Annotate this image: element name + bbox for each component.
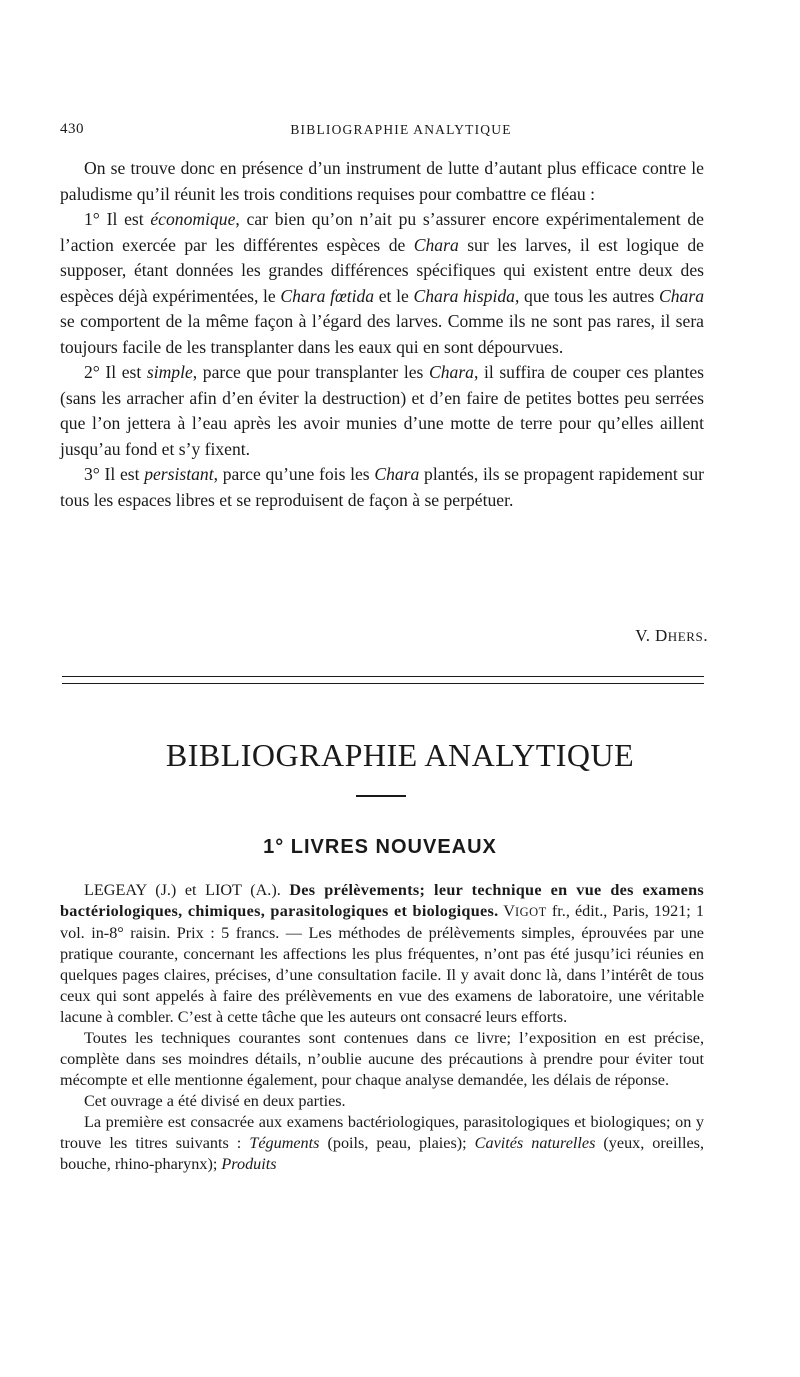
point-3-paragraph: 3° Il est persistant, parce qu’une fois les Chara plantés, ils se propagent rapidement sur tous les espaces libres et se reproduisent de façon à se perpétuer. (60, 464, 704, 510)
intro-paragraph: On se trouve donc en présence d’un instrument de lutte d’autant plus efficace contre le paludisme qu’il réunit les trois conditions requises pour combattre ce fléau : (60, 158, 704, 204)
review-paragraph-4: La première est consacrée aux examens bactériologiques, parasitologiques et biologiques; on y trouve les titres suivants : Téguments (poils, peau, plaies); Cavités naturelles (yeux, oreilles, bouche, rhino-pharynx); Produits (60, 1113, 705, 1173)
review-paragraph-1: LEGEAY (J.) et LIOT (A.). Des prélèvements; leur technique en vue des examens bactériologiques, chimiques, parasitologiques et biologiques. VIGOT fr., édit., Paris, 1921; 1 vol. in-8° raisin. Prix : 5 francs. — Les méthodes de prélèvements simples, éprouvées par une pratique courante, concernant les affections les plus fréquentes, n’ont pas été jusqu’ici réunies en quelques pages claires, précises, d’une consultation facile. Il y avait donc là, dans l’intérêt de tous ceux qui sont appelés à faire des prélèvements en vue des examens de laboratoire, une véritable lacune à combler. C’est à cette tâche que les auteurs ont consacré leurs efforts. (60, 881, 705, 1026)
point-1-paragraph: 1° Il est économique, car bien qu’on n’ait pu s’assurer encore expérimentalement de l’action exercée par les différentes espèces de Chara sur les larves, il est logique de supposer, étant données les grandes différences spécifiques qui existent entre deux des espèces déjà expérimentées, le Chara fœtida et le Chara hispida, que tous les autres Chara se comportent de la même façon à l’égard des larves. Comme ils ne sont pas rares, il sera toujours facile de les transplanter dans les eaux qui en sont dépourvues. (60, 209, 704, 357)
review-paragraph-2: Toutes les techniques courantes sont contenues dans ce livre; l’exposition en est précise, complète dans ses moindres détails, n’oublie aucune des précautions à prendre pour éviter tout mécompte et elle mentionne également, pour chaque analyse demandée, les délais de réponse. (60, 1029, 704, 1089)
point-2-paragraph: 2° Il est simple, parce que pour transplanter les Chara, il suffira de couper ces plantes (sans les arracher afin d’en éviter la destruction) et d’en faire de petites bottes peu serrées que l’on jettera à l’eau après les avoir munies d’une motte de terre pour qu’elles aillent jusqu’au fond et s’y fixent. (60, 362, 704, 459)
book-title: Des prélèvements; leur technique en vue des examens bactériologiques, chimiques, parasitologiques et biologiques. (60, 881, 705, 920)
book-review (60, 880, 704, 1175)
review-paragraph-3: Cet ouvrage a été divisé en deux parties. (84, 1092, 346, 1110)
subsection-title: 1° LIVRES NOUVEAUX (263, 836, 497, 858)
section-divider-bottom (62, 683, 704, 684)
running-title: BIBLIOGRAPHIE ANALYTIQUE (290, 122, 512, 137)
author-signature: V. DHERS. (635, 626, 708, 645)
section-title: BIBLIOGRAPHIE ANALYTIQUE (165, 737, 635, 773)
article-conclusion (60, 156, 704, 513)
page-number: 430 (60, 121, 84, 137)
title-underline (356, 795, 406, 797)
running-head (60, 121, 742, 141)
section-divider-top (62, 676, 704, 677)
